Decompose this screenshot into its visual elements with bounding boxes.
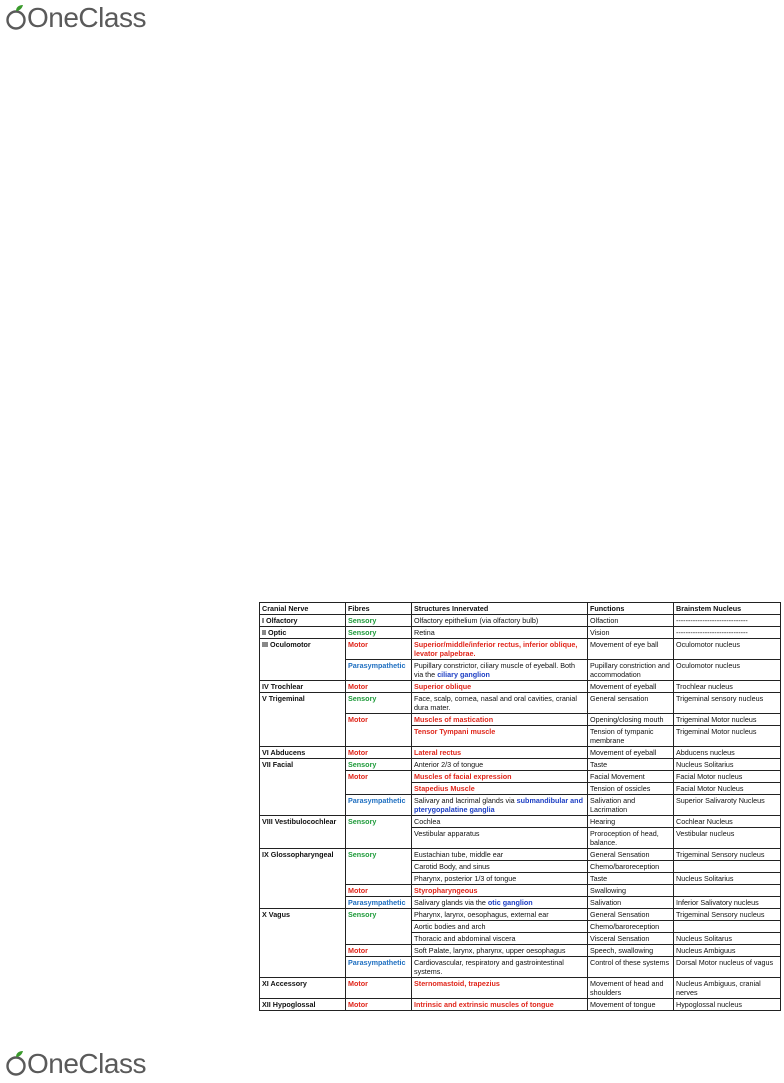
table-header-row [260,603,781,615]
cell-structure [412,957,588,978]
cell-nucleus: Nucleus Solitarus [674,933,781,945]
cell-nucleus: Inferior Salivatory nucleus [674,897,781,909]
cell-function: General sensation [588,693,674,714]
cell-fibre: Motor [346,639,412,660]
cell-function: Swallowing [588,885,674,897]
cell-function: Movement of eye ball [588,639,674,660]
header-functions: Functions [588,603,674,615]
cell-fibre [346,828,412,849]
structure-text: Pharynx, larynx, oesophagus, external ear [414,910,549,919]
structure-text: Pharynx, posterior 1/3 of tongue [414,874,517,883]
cell-nucleus: Nucleus Ambiguus [674,945,781,957]
header-fibres: Fibres [346,603,412,615]
header-cranial-nerve: Cranial Nerve [260,603,346,615]
cell-fibre: Motor [346,945,412,957]
table-row [260,693,781,714]
cell-function: Taste [588,759,674,771]
cell-nerve: V Trigeminal [260,693,346,714]
cell-function: Movement of eyeball [588,681,674,693]
cell-nucleus: Trigeminal sensory nucleus [674,693,781,714]
cell-structure [412,693,588,714]
cell-fibre: Parasympathetic [346,660,412,681]
cell-nerve [260,660,346,681]
cell-nerve [260,933,346,945]
cell-function: Olfaction [588,615,674,627]
structure-text: Olfactory epithelium (via olfactory bulb) [414,616,539,625]
oneclass-logo-top [4,4,146,32]
cell-nucleus: Dorsal Motor nucleus of vagus [674,957,781,978]
cell-fibre: Sensory [346,627,412,639]
cell-nucleus: ------------------------------ [674,627,781,639]
cell-nerve: VI Abducens [260,747,346,759]
header-nucleus: Brainstem Nucleus [674,603,781,615]
cell-nerve [260,945,346,957]
cell-fibre: Motor [346,885,412,897]
cell-fibre [346,861,412,873]
cell-fibre: Parasympathetic [346,957,412,978]
table-row [260,897,781,909]
cell-function: Chemo/baroreception [588,921,674,933]
table-row [260,816,781,828]
cell-structure [412,714,588,726]
cell-function: General Sensation [588,849,674,861]
structure-text: Salivary glands via the [414,898,488,907]
structure-text: Aortic bodies and arch [414,922,486,931]
cell-nerve [260,957,346,978]
structure-highlight-red: Muscles of facial expression [414,772,512,781]
cell-function: Vision [588,627,674,639]
cell-function: Salivation [588,897,674,909]
cell-structure [412,795,588,816]
cell-nucleus: Nucleus Solitarius [674,759,781,771]
cell-function: Pupillary constriction and accommodation [588,660,674,681]
structure-text: Soft Palate, larynx, pharynx, upper oesophagus [414,946,566,955]
cell-fibre: Sensory [346,615,412,627]
structure-text: Eustachian tube, middle ear [414,850,504,859]
cell-fibre [346,933,412,945]
table-row [260,909,781,921]
cell-nucleus: Trigeminal Motor nucleus [674,726,781,747]
cell-nerve [260,783,346,795]
table-row [260,885,781,897]
cell-nucleus: Nucleus Ambiguus, cranial nerves [674,978,781,999]
cell-fibre: Parasympathetic [346,795,412,816]
cell-structure [412,828,588,849]
cell-function: Movement of tongue [588,999,674,1011]
table-row [260,681,781,693]
cell-structure [412,660,588,681]
cell-nerve [260,873,346,885]
cell-nucleus: Hypoglossal nucleus [674,999,781,1011]
structure-highlight-red: Stapedius Muscle [414,784,475,793]
oneclass-logo-bottom [4,1050,146,1078]
cranial-nerves-table [259,602,781,1011]
table-body [260,615,781,1011]
structure-highlight-red: Superior oblique [414,682,472,691]
cell-nerve [260,828,346,849]
cell-function: Salivation and Lacrimation [588,795,674,816]
cell-nucleus: Trochlear nucleus [674,681,781,693]
cell-fibre [346,873,412,885]
cell-nerve: IV Trochlear [260,681,346,693]
cell-structure [412,639,588,660]
cell-fibre: Sensory [346,849,412,861]
table-row [260,795,781,816]
cell-structure [412,861,588,873]
cell-structure [412,873,588,885]
structure-highlight-red: Tensor Tympani muscle [414,727,496,736]
cell-nerve: VIII Vestibulocochlear [260,816,346,828]
cell-fibre: Motor [346,681,412,693]
table-row [260,759,781,771]
cell-structure [412,921,588,933]
cell-nerve: II Optic [260,627,346,639]
oneclass-leaf-icon [4,4,28,32]
cell-nucleus: Cochlear Nucleus [674,816,781,828]
cell-structure [412,681,588,693]
cell-function: Chemo/baroreception [588,861,674,873]
cell-nerve: III Oculomotor [260,639,346,660]
cell-nucleus: Trigeminal Sensory nucleus [674,909,781,921]
table-row [260,873,781,885]
structure-highlight-red: Superior/middle/inferior rectus, inferior oblique, levator palpebrae. [414,640,578,658]
table-row [260,639,781,660]
cell-nucleus: Facial Motor nucleus [674,771,781,783]
cell-nucleus [674,921,781,933]
table-row [260,849,781,861]
table-row [260,978,781,999]
table-row [260,783,781,795]
cell-fibre [346,783,412,795]
oneclass-leaf-icon [4,1050,28,1078]
cell-structure [412,726,588,747]
cell-nerve [260,885,346,897]
cell-structure [412,747,588,759]
structure-highlight-red: Lateral rectus [414,748,462,757]
cell-nucleus: Oculomotor nucleus [674,660,781,681]
cell-structure [412,849,588,861]
cell-function: Facial Movement [588,771,674,783]
cell-nerve [260,795,346,816]
cell-structure [412,771,588,783]
structure-highlight-red: Intrinsic and extrinsic muscles of tongue [414,1000,554,1009]
structure-highlight-red: Sternomastoid, trapezius [414,979,500,988]
cell-nerve: I Olfactory [260,615,346,627]
cell-nucleus: Vestibular nucleus [674,828,781,849]
cell-structure [412,933,588,945]
table-row [260,933,781,945]
cell-structure [412,909,588,921]
table-row [260,999,781,1011]
cell-fibre: Parasympathetic [346,897,412,909]
structure-text: Anterior 2/3 of tongue [414,760,484,769]
table-row [260,726,781,747]
cell-structure [412,615,588,627]
structure-highlight-blue: ciliary ganglion [437,670,490,679]
cell-fibre: Motor [346,771,412,783]
cell-structure [412,816,588,828]
header-structures: Structures Innervated [412,603,588,615]
cell-function: Opening/closing mouth [588,714,674,726]
cell-structure [412,627,588,639]
cell-structure [412,978,588,999]
cell-nerve [260,897,346,909]
cell-nucleus: Abducens nucleus [674,747,781,759]
cell-structure [412,885,588,897]
structure-text: Pupillary constrictor, ciliary muscle of eyeball. Both via the [414,661,575,679]
cell-structure [412,897,588,909]
cell-nerve: VII Facial [260,759,346,771]
cell-nucleus: Trigeminal Motor nucleus [674,714,781,726]
cell-function: Movement of eyeball [588,747,674,759]
table-row [260,957,781,978]
cell-fibre: Motor [346,714,412,726]
cell-function: Movement of head and shoulders [588,978,674,999]
cranial-nerves-table-container [259,602,780,1011]
cell-fibre: Sensory [346,816,412,828]
cell-fibre: Sensory [346,909,412,921]
cell-function: Control of these systems [588,957,674,978]
cell-nerve: XI Accessory [260,978,346,999]
cell-nerve [260,921,346,933]
structure-text: Salivary and lacrimal glands via [414,796,517,805]
cell-nucleus: ------------------------------ [674,615,781,627]
structure-highlight-red: Styropharyngeous [414,886,478,895]
cell-function: Hearing [588,816,674,828]
structure-highlight-blue: submandibular and pterygopalatine ganglia [414,796,583,814]
cell-nucleus [674,861,781,873]
cell-function: Proroception of head, balance. [588,828,674,849]
cell-nerve [260,726,346,747]
cell-fibre: Sensory [346,693,412,714]
cell-nucleus: Facial Motor Nucleus [674,783,781,795]
cell-function: Visceral Sensation [588,933,674,945]
cell-fibre [346,921,412,933]
structure-text: Retina [414,628,435,637]
table-row [260,828,781,849]
cell-nerve: IX Glossopharyngeal [260,849,346,861]
table-row [260,945,781,957]
structure-highlight-red: Muscles of mastication [414,715,494,724]
table-row [260,921,781,933]
cell-function: Taste [588,873,674,885]
structure-text: Thoracic and abdominal viscera [414,934,516,943]
cell-function: Tension of ossicles [588,783,674,795]
cell-structure [412,999,588,1011]
cell-nucleus: Oculomotor nucleus [674,639,781,660]
cell-function: Speech, swallowing [588,945,674,957]
structure-highlight-blue: otic ganglion [487,898,533,907]
cell-function: Tension of tympanic membrane [588,726,674,747]
cell-fibre: Motor [346,978,412,999]
cell-structure [412,783,588,795]
structure-text: Face, scalp, cornea, nasal and oral cavities, cranial dura mater. [414,694,577,712]
cell-function: General Sensation [588,909,674,921]
cell-nerve: X Vagus [260,909,346,921]
cell-nucleus: Nucleus Solitarius [674,873,781,885]
table-row [260,771,781,783]
cell-nucleus: Trigeminal Sensory nucleus [674,849,781,861]
cell-fibre: Motor [346,747,412,759]
structure-text: Vestibular apparatus [414,829,480,838]
cell-fibre: Motor [346,999,412,1011]
table-row [260,714,781,726]
cell-nucleus: Superior Salivaroty Nucleus [674,795,781,816]
brand-name: OneClass [27,1048,146,1079]
table-row [260,627,781,639]
table-row [260,615,781,627]
structure-text: Cardiovascular, respiratory and gastrointestinal systems. [414,958,564,976]
structure-text: Carotid Body, and sinus [414,862,490,871]
table-row [260,747,781,759]
cell-nerve [260,714,346,726]
table-row [260,660,781,681]
cell-nerve [260,861,346,873]
cell-nucleus [674,885,781,897]
cell-nerve: XII Hypoglossal [260,999,346,1011]
structure-text: Cochlea [414,817,441,826]
cell-structure [412,945,588,957]
table-row [260,861,781,873]
brand-name: OneClass [27,2,146,33]
cell-fibre: Sensory [346,759,412,771]
cell-nerve [260,771,346,783]
cell-fibre [346,726,412,747]
cell-structure [412,759,588,771]
